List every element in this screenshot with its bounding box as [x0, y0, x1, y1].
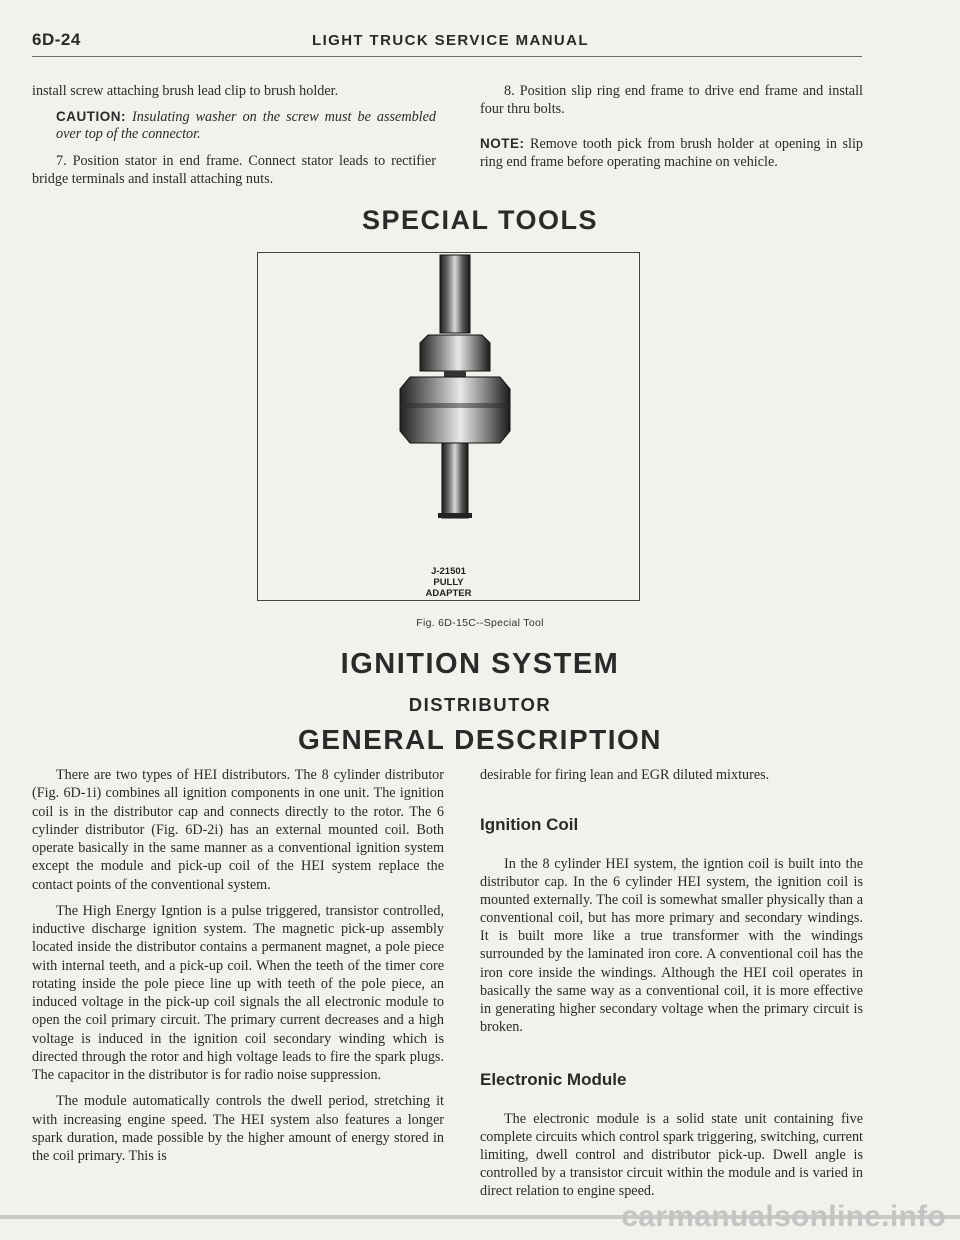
caution-label: CAUTION: [56, 109, 126, 124]
distributor-heading: DISTRIBUTOR [408, 694, 552, 715]
note-text: Remove tooth pick from brush holder at opening in slip ring end frame before operating machine on vehicle. [480, 136, 864, 170]
tool-label [258, 566, 639, 599]
watermark: carmanualsonline.info [621, 1200, 946, 1233]
running-title: LIGHT TRUCK SERVICE MANUAL [312, 32, 589, 49]
special-tool-figure [257, 252, 640, 601]
electronic-module-heading: Electronic Module [480, 1070, 627, 1089]
general-description-continued: desirable for firing lean and EGR diluted mixtures. [480, 767, 770, 783]
header-rule [32, 56, 862, 57]
tool-number: J-21501 [431, 566, 466, 577]
pulley-adapter-illustration [258, 253, 639, 600]
dwell-paragraph: The module automatically controls the dwell period, stretching it with increasing engine speed. The HEI system also features a longer spark duration, made possible by the higher amount of energy stored in the coil primary. This is [32, 1093, 444, 1164]
ignition-system-heading: IGNITION SYSTEM [340, 648, 620, 680]
general-description-column [32, 766, 444, 1165]
step-7-text: 7. Position stator in end frame. Connect stator leads to rectifier bridge terminals and install attaching nuts. [32, 153, 436, 187]
figure-caption: Fig. 6D-15C--Special Tool [416, 617, 544, 629]
page-number: 6D-24 [32, 30, 81, 49]
top-right-column [480, 82, 863, 171]
electronic-module-text: The electronic module is a solid state unit containing five complete circuits which control spark triggering, switching, current limiting, dwell control and distributor pick-up. Dwell angle is controlled by a transistor circuit within the module and is varied in direct relation to engine speed. [480, 1111, 863, 1199]
note-block [480, 135, 863, 171]
note-label: NOTE: [480, 136, 525, 151]
install-screw-text: install screw attaching brush lead clip to brush holder. [32, 83, 339, 99]
hei-operation-paragraph: The High Energy Igntion is a pulse triggered, transistor controlled, inductive discharge ignition system. The magnetic pick-up assembly located inside the distributor contains a permanent magnet, a pole piece with internal teeth, and a pick-up coil. When the teeth of the timer core rotating inside the pole piece line up with teeth of the pole piece, an induced voltage in the pick-up coil signals the all electronic module to open the coil primary circuit. The primary current decreases and a high voltage is induced in the ignition coil secondary winding which is directed through the rotor and high voltage leads to fire the spark plugs. The capacitor in the distributor is for radio noise suppression. [32, 902, 444, 1083]
step-8-text: 8. Position slip ring end frame to drive end frame and install four thru bolts. [480, 83, 863, 117]
caution-text: Insulating washer on the screw must be assembled over top of the connector. [56, 109, 437, 142]
tool-name-line-2: ADAPTER [425, 588, 472, 599]
top-left-column [32, 82, 436, 188]
ignition-coil-heading: Ignition Coil [480, 815, 579, 834]
hei-types-paragraph: There are two types of HEI distributors. The 8 cylinder distributor (Fig. 6D-1i) combines all ignition components in one unit. The ignition coil is in the distributor cap and connects directly to the rotor. The 6 cylinder distributor (Fig. 6D-2i) has an external mounted coil. Both operate basically in the same manner as a conventional ignition system except the module and pick-up coil of the HEI system replace the contact points of the conventional system. [32, 767, 444, 893]
ignition-coil-text: In the 8 cylinder HEI system, the igntion coil is built into the distributor cap. In the 6 cylinder HEI system, the ignition coil is mounted externally. The coil is somewhat smaller physically than a conventional coil, but has more primary and secondary windings. It is built more like a true transformer with the windings surrounded by the laminated iron core. A conventional coil has the iron core inside the windings. Although the HEI coil operates in basically the same way as a conventional coil, it is more effective in generating higher secondary voltage when the primary circuit is broken. [480, 856, 863, 1035]
special-tools-heading: SPECIAL TOOLS [361, 205, 599, 235]
tool-name-line-1: PULLY [433, 577, 464, 588]
caution-block [56, 108, 436, 143]
general-description-heading: GENERAL DESCRIPTION [297, 724, 663, 755]
